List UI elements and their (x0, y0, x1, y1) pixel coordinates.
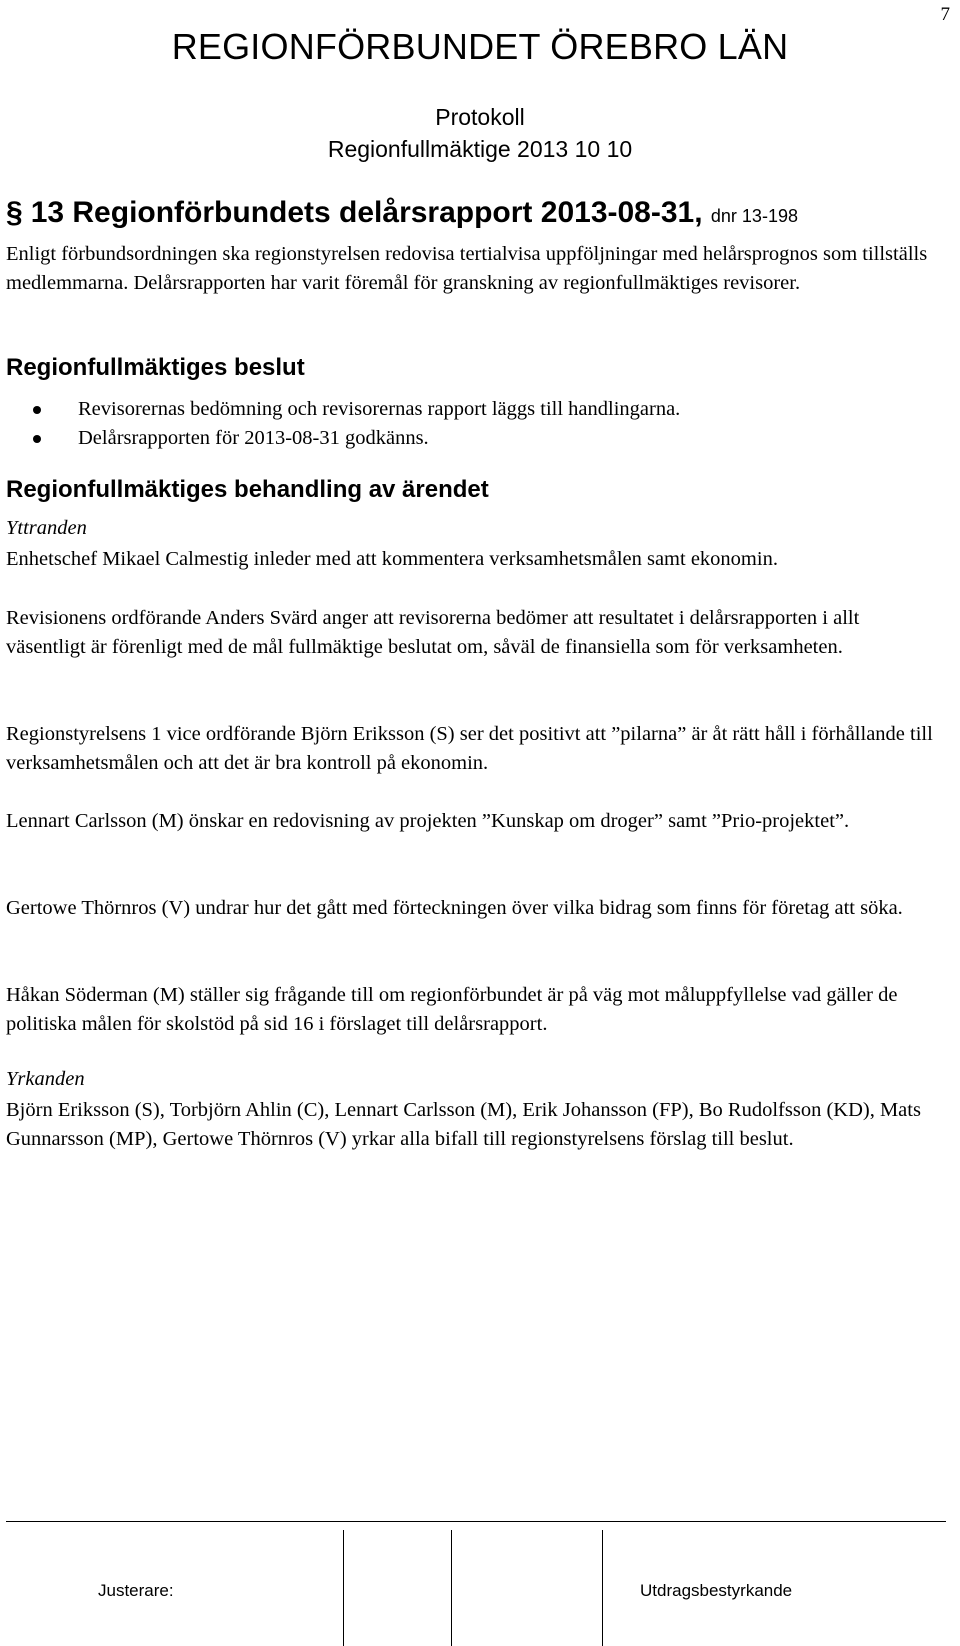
utdragsbestyrkande-label: Utdragsbestyrkande (640, 1581, 793, 1600)
paragraph-sign: § (6, 196, 23, 229)
bullet-icon (33, 435, 41, 443)
document-type: Protokoll (435, 104, 525, 130)
page-number: 7 (940, 4, 950, 25)
behandling-heading: Regionfullmäktiges behandling av ärendet (6, 476, 489, 503)
intro-paragraph: Enligt förbundsordningen ska regionstyrelsen redovisa tertialvisa uppföljningar med helårsprognos som tillställs medlemmarna. Delårsrapporten har varit föremål för granskning av regionfullmäktiges revisorer. (6, 243, 928, 294)
statement-paragraph: Gertowe Thörnros (V) undrar hur det gått med förteckningen över vilka bidrag som finns för företag att söka. (6, 897, 903, 919)
signature-box-divider (343, 1530, 344, 1646)
item-heading (6, 196, 798, 230)
beslut-heading: Regionfullmäktiges beslut (6, 354, 305, 381)
justerare-label: Justerare: (98, 1581, 174, 1600)
organization-title: REGIONFÖRBUNDET ÖREBRO LÄN (171, 26, 789, 67)
footer-divider (6, 1521, 946, 1522)
yrkanden-paragraph: Björn Eriksson (S), Torbjörn Ahlin (C), Lennart Carlsson (M), Erik Johansson (FP), Bo Rudolfsson (KD), Mats Gunnarsson (MP), Gertowe Thörnros (V) yrkar alla bifall till regionstyrelsens förslag till beslut. (6, 1099, 921, 1150)
dnr-number: dnr 13-198 (710, 206, 798, 226)
statement-paragraph: Revisionens ordförande Anders Svärd anger att revisorerna bedömer att resultatet i delårsrapporten i allt väsentligt är förenligt med de mål fullmäktige beslutat om, såväl de finansiella som för verksamheten. (6, 607, 860, 658)
beslut-list (6, 395, 936, 453)
beslut-item: Delårsrapporten för 2013-08-31 godkänns. (6, 424, 936, 453)
bullet-icon (33, 406, 41, 414)
beslut-item: Revisorernas bedömning och revisorernas rapport läggs till handlingarna. (6, 395, 936, 424)
statement-paragraph: Håkan Söderman (M) ställer sig frågande till om regionförbundet är på väg mot måluppfyllelse vad gäller de politiska målen för skolstöd på sid 16 i förslaget till delårsrapport. (6, 984, 898, 1035)
signature-box-divider (451, 1530, 452, 1646)
meeting-name: Regionfullmäktige 2013 10 10 (327, 136, 633, 162)
item-title: 13 Regionförbundets delårsrapport 2013-08-31, (30, 196, 703, 229)
yrkanden-label: Yrkanden (6, 1068, 85, 1090)
statement-paragraph: Regionstyrelsens 1 vice ordförande Björn Eriksson (S) ser det positivt att ”pilarna” är åt rätt håll i förhållande till verksamhetsmålen och att det är bra kontroll på ekonomin. (6, 723, 933, 774)
statement-paragraph: Lennart Carlsson (M) önskar en redovisning av projekten ”Kunskap om droger” samt ”Prio-projektet”. (6, 810, 850, 832)
statement-paragraph: Enhetschef Mikael Calmestig inleder med att kommentera verksamhetsmålen samt ekonomin. (6, 548, 778, 570)
signature-box-divider (602, 1530, 603, 1646)
yttranden-label: Yttranden (6, 517, 87, 539)
